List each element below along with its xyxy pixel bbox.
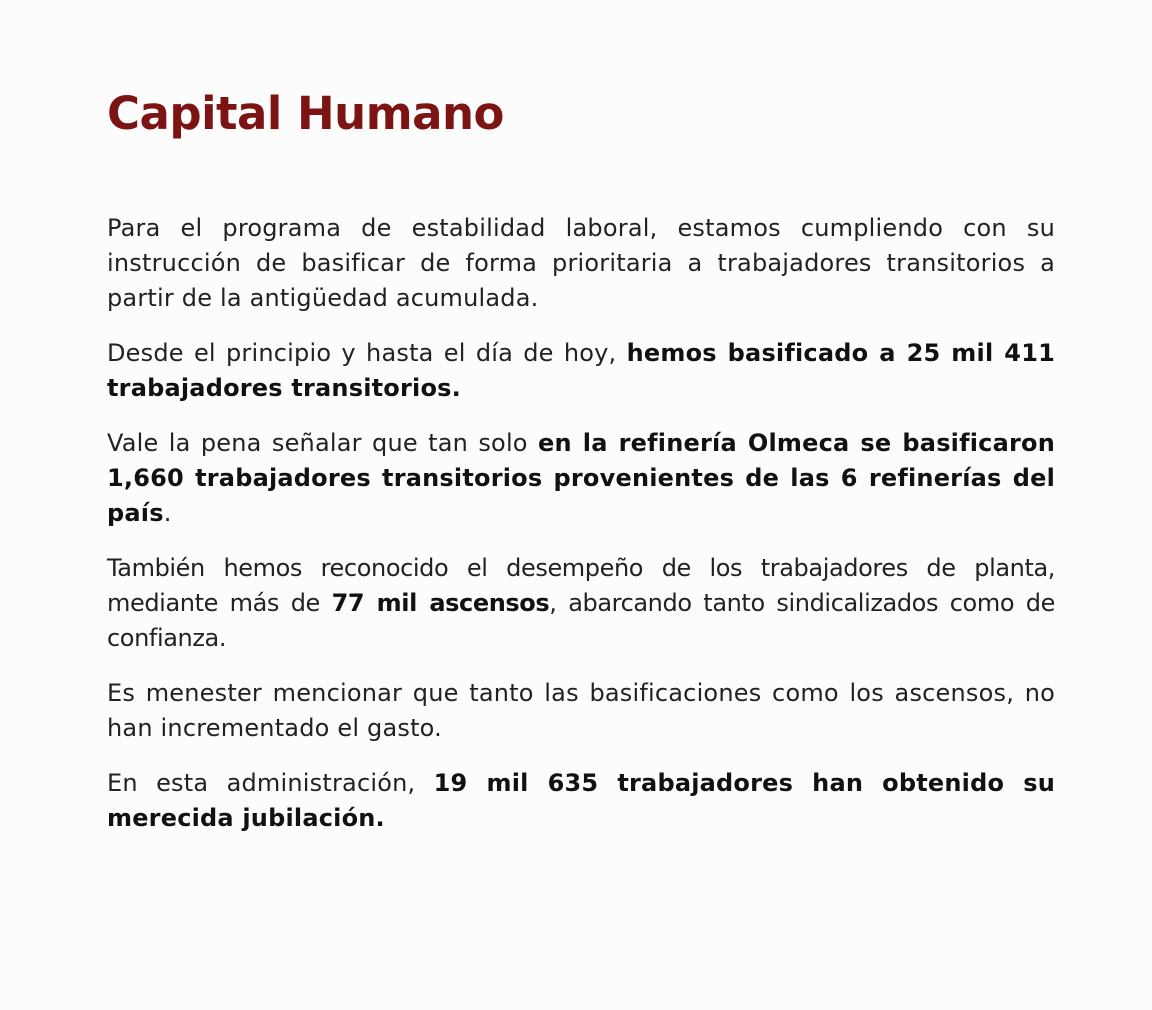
paragraph-text: También hemos reconocido el desempeño de los trabajadores de planta, mediante más de [107, 554, 1055, 617]
paragraph-expenses [107, 676, 1055, 746]
paragraph-text: En esta administración, [107, 769, 434, 797]
page-title: Capital Humano [107, 87, 504, 140]
highlight-text: 19 mil 635 trabajadores han obtenido su merecida jubilación. [107, 769, 1055, 832]
paragraph-retirement [107, 766, 1055, 836]
paragraph-stability-program [107, 211, 1055, 316]
paragraph-basified-workers [107, 336, 1055, 406]
paragraph-text: Vale la pena señalar que tan solo [107, 429, 538, 457]
paragraph-text: Es menester mencionar que tanto las basificaciones como los ascensos, no han incrementado el gasto. [107, 679, 1055, 742]
paragraph-text: , abarcando tanto sindicalizados como de confianza. [107, 589, 1056, 652]
paragraph-text: Para el programa de estabilidad laboral, estamos cumpliendo con su instrucción de basificar de forma prioritaria a trabajadores transitorios a partir de la antigüedad acumulada. [107, 214, 1055, 312]
paragraph-olmeca-refinery [107, 426, 1055, 531]
paragraph-text: . [163, 499, 172, 527]
highlight-text: en la refinería Olmeca se basificaron 1,660 trabajadores transitorios provenientes de las 6 refinerías del país [107, 429, 1056, 527]
paragraph-text: Desde el principio y hasta el día de hoy, [107, 339, 627, 367]
body-text [107, 211, 1055, 856]
highlight-text: 77 mil ascensos [331, 589, 550, 617]
paragraph-promotions [107, 551, 1055, 656]
highlight-text: hemos basificado a 25 mil 411 trabajadores transitorios. [107, 339, 1055, 402]
